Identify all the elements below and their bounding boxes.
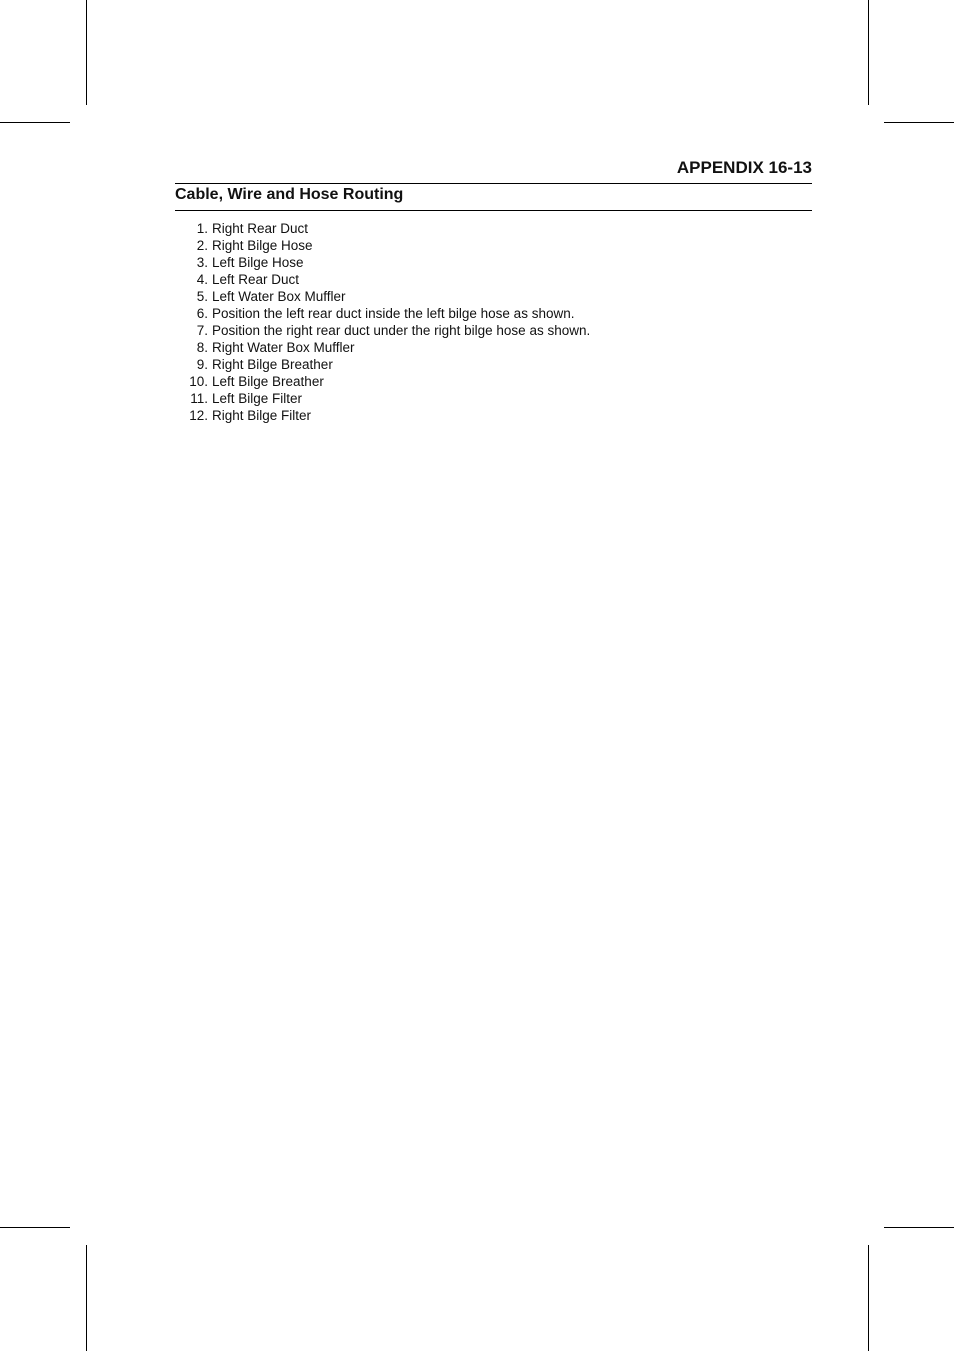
- legend-item-number: 1.: [196, 221, 208, 236]
- crop-mark-bottom-left-horizontal: [0, 1227, 70, 1228]
- legend-item: [175, 288, 590, 305]
- legend-item-text: Right Bilge Hose: [212, 238, 313, 253]
- legend-item-number: 12.: [189, 408, 208, 423]
- legend-item-number: 9.: [196, 357, 208, 372]
- legend-item-number: 2.: [196, 238, 208, 253]
- legend-item-text: Right Water Box Muffler: [212, 340, 355, 355]
- legend-item-text: Right Bilge Breather: [212, 357, 333, 372]
- legend-item-text: Right Bilge Filter: [212, 408, 312, 423]
- legend-item: [175, 390, 590, 407]
- legend-item: [175, 305, 590, 322]
- legend-item-number: 7.: [196, 323, 208, 338]
- crop-mark-bottom-right-vertical: [868, 1245, 869, 1351]
- crop-mark-top-left-horizontal: [0, 122, 70, 123]
- legend-item-text: Left Water Box Muffler: [212, 289, 346, 304]
- legend-item-number: 5.: [196, 289, 208, 304]
- legend-item-number: 11.: [190, 391, 208, 406]
- legend-item-text: Left Bilge Breather: [212, 374, 324, 389]
- legend-item-number: 3.: [196, 255, 208, 270]
- legend-item-text: Position the right rear duct under the right bilge hose as shown.: [212, 323, 591, 338]
- legend-item-number: 10.: [189, 374, 208, 389]
- legend-item-text: Left Rear Duct: [212, 272, 300, 287]
- legend-item: [175, 373, 590, 390]
- legend-item: [175, 237, 590, 254]
- legend-item-text: Right Rear Duct: [212, 221, 309, 236]
- legend-item-number: 4.: [196, 272, 208, 287]
- legend-list: [175, 220, 590, 424]
- crop-mark-bottom-right-horizontal: [884, 1227, 954, 1228]
- legend-item-text: Left Bilge Hose: [212, 255, 304, 270]
- legend-item-text: Position the left rear duct inside the left bilge hose as shown.: [212, 306, 575, 321]
- crop-mark-bottom-left-vertical: [86, 1245, 87, 1351]
- legend-item-number: 6.: [196, 306, 208, 321]
- section-rule: [175, 210, 812, 211]
- section-title: Cable, Wire and Hose Routing: [175, 186, 404, 203]
- crop-mark-top-right-vertical: [868, 0, 869, 105]
- legend-item-number: 8.: [196, 340, 208, 355]
- legend-item: [175, 407, 590, 424]
- legend-item: [175, 356, 590, 373]
- header-rule: [175, 183, 812, 184]
- legend-item: [175, 220, 590, 237]
- legend-item: [175, 254, 590, 271]
- page-header-label: APPENDIX 16-13: [676, 158, 812, 177]
- legend-item: [175, 271, 590, 288]
- legend-item: [175, 339, 590, 356]
- crop-mark-top-left-vertical: [86, 0, 87, 105]
- crop-mark-top-right-horizontal: [884, 122, 954, 123]
- legend-item: [175, 322, 590, 339]
- legend-item-text: Left Bilge Filter: [212, 391, 303, 406]
